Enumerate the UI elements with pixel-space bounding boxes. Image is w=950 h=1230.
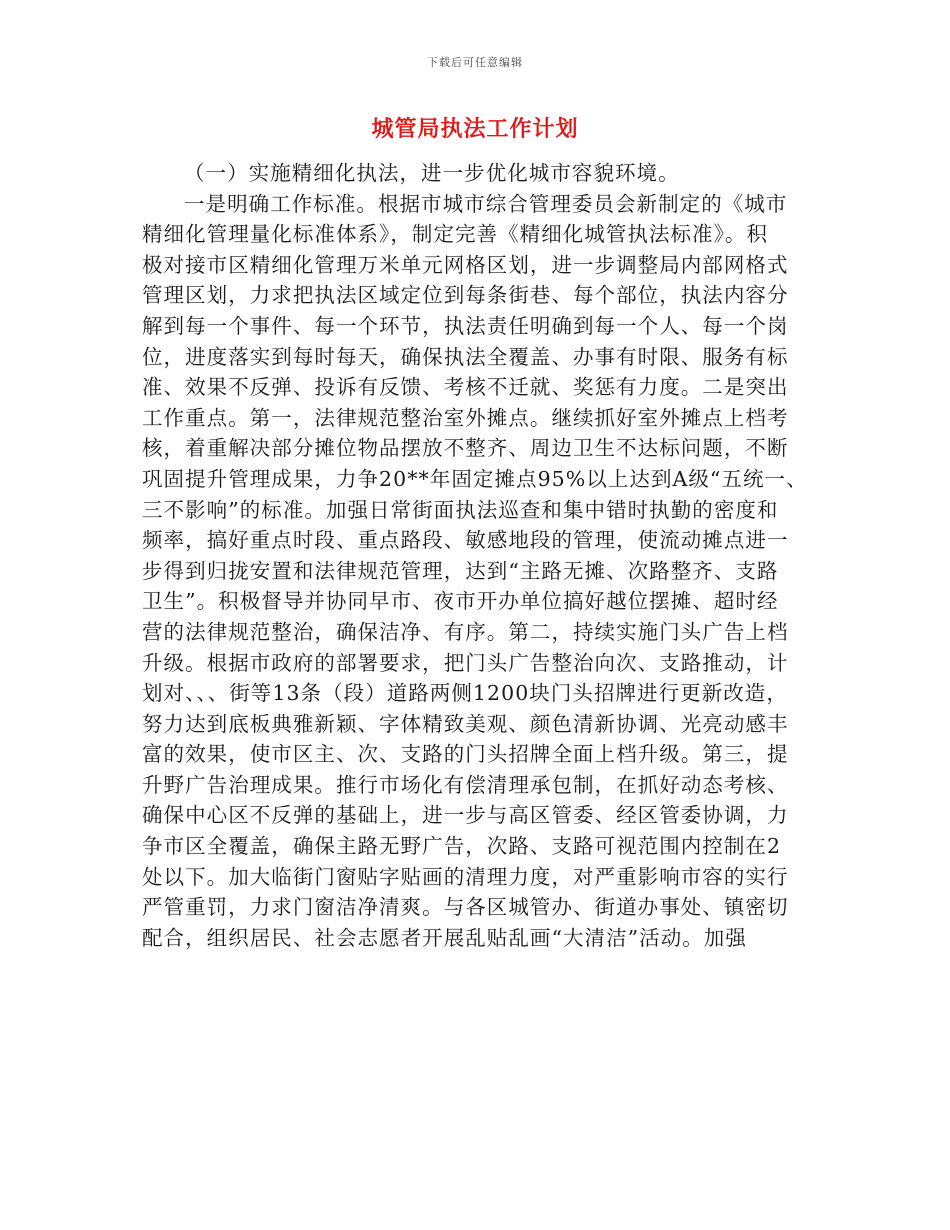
document-title: 城管局执法工作计划 (371, 116, 579, 142)
paragraph-line: 一是明确工作标准。根据市城市综合管理委员会新制定的《城市 (184, 191, 788, 216)
paragraph-line: 准、效果不反弹、投诉有反馈、考核不迁就、奖惩有力度。二是突出 (142, 375, 789, 400)
paragraph-line: 努力达到底板典雅新颖、字体精致美观、颜色清新协调、光亮动感丰 (142, 711, 789, 736)
document-body (142, 158, 808, 953)
paragraph-line: 严管重罚，力求门窗洁净清爽。与各区城管办、街道办事处、镇密切 (142, 895, 789, 920)
paragraph-line: 频率，搞好重点时段、重点路段、敏感地段的管理，使流动摊点进一 (142, 528, 789, 553)
paragraph-line: 管理区划，力求把执法区域定位到每条街巷、每个部位，执法内容分 (142, 283, 789, 308)
paragraph-line: 三不影响”的标准。加强日常街面执法巡查和集中错时执勤的密度和 (142, 497, 779, 522)
paragraph-line: 升级。根据市政府的部署要求，把门头广告整治向次、支路推动，计 (142, 650, 789, 675)
paragraph-line: 解到每一个事件、每一个环节，执法责任明确到每一个人、每一个岗 (142, 313, 789, 338)
paragraph-line: 升野广告治理成果。推行市场化有偿清理承包制，在抓好动态考核、 (142, 772, 789, 797)
paragraph-line: 争市区全覆盖，确保主路无野广告，次路、支路可视范围内控制在2 (142, 834, 782, 859)
paragraph-line: 工作重点。第一，法律规范整治室外摊点。继续抓好室外摊点上档考 (142, 405, 789, 430)
paragraph-line: 位，进度落实到每时每天，确保执法全覆盖、办事有时限、服务有标 (142, 344, 789, 369)
paragraph-line: 富的效果，使市区主、次、支路的门头招牌全面上档升级。第三，提 (142, 742, 789, 767)
paragraph-line: 配合，组织居民、社会志愿者开展乱贴乱画“大清洁”活动。加强 (142, 925, 747, 950)
paragraph-line: 卫生”。积极督导并协同早市、夜市开办单位搞好越位摆摊、超时经 (142, 589, 779, 614)
paragraph-line: （一）实施精细化执法，进一步优化城市容貌环境。 (184, 161, 680, 185)
paragraph-line: 核，着重解决部分摊位物品摆放不整齐、周边卫生不达标问题，不断 (142, 436, 789, 461)
paragraph-line: 步得到归拢安置和法律规范管理，达到“主路无摊、次路整齐、支路 (142, 558, 779, 583)
paragraph-line: 营的法律规范整治，确保洁净、有序。第二，持续实施门头广告上档 (142, 619, 789, 644)
paragraph-line: 巩固提升管理成果，力争20**年固定摊点95%以上达到A级“五统一、 (142, 466, 808, 491)
paragraph-line: 处以下。加大临街门窗贴字贴画的清理力度，对严重影响市容的实行 (142, 864, 789, 889)
header-note: 下载后可任意编辑 (427, 56, 523, 69)
paragraph-line: 确保中心区不反弹的基础上，进一步与高区管委、经区管委协调，力 (142, 803, 789, 828)
paragraph-line: 精细化管理量化标准体系》，制定完善《精细化城管执法标准》。积 (142, 222, 768, 247)
paragraph-line: 划对、、、街等13条（段）道路两侧1200块门头招牌进行更新改造， (142, 681, 788, 706)
paragraph-line: 极对接市区精细化管理万米单元网格区划，进一步调整局内部网格式 (142, 252, 789, 277)
